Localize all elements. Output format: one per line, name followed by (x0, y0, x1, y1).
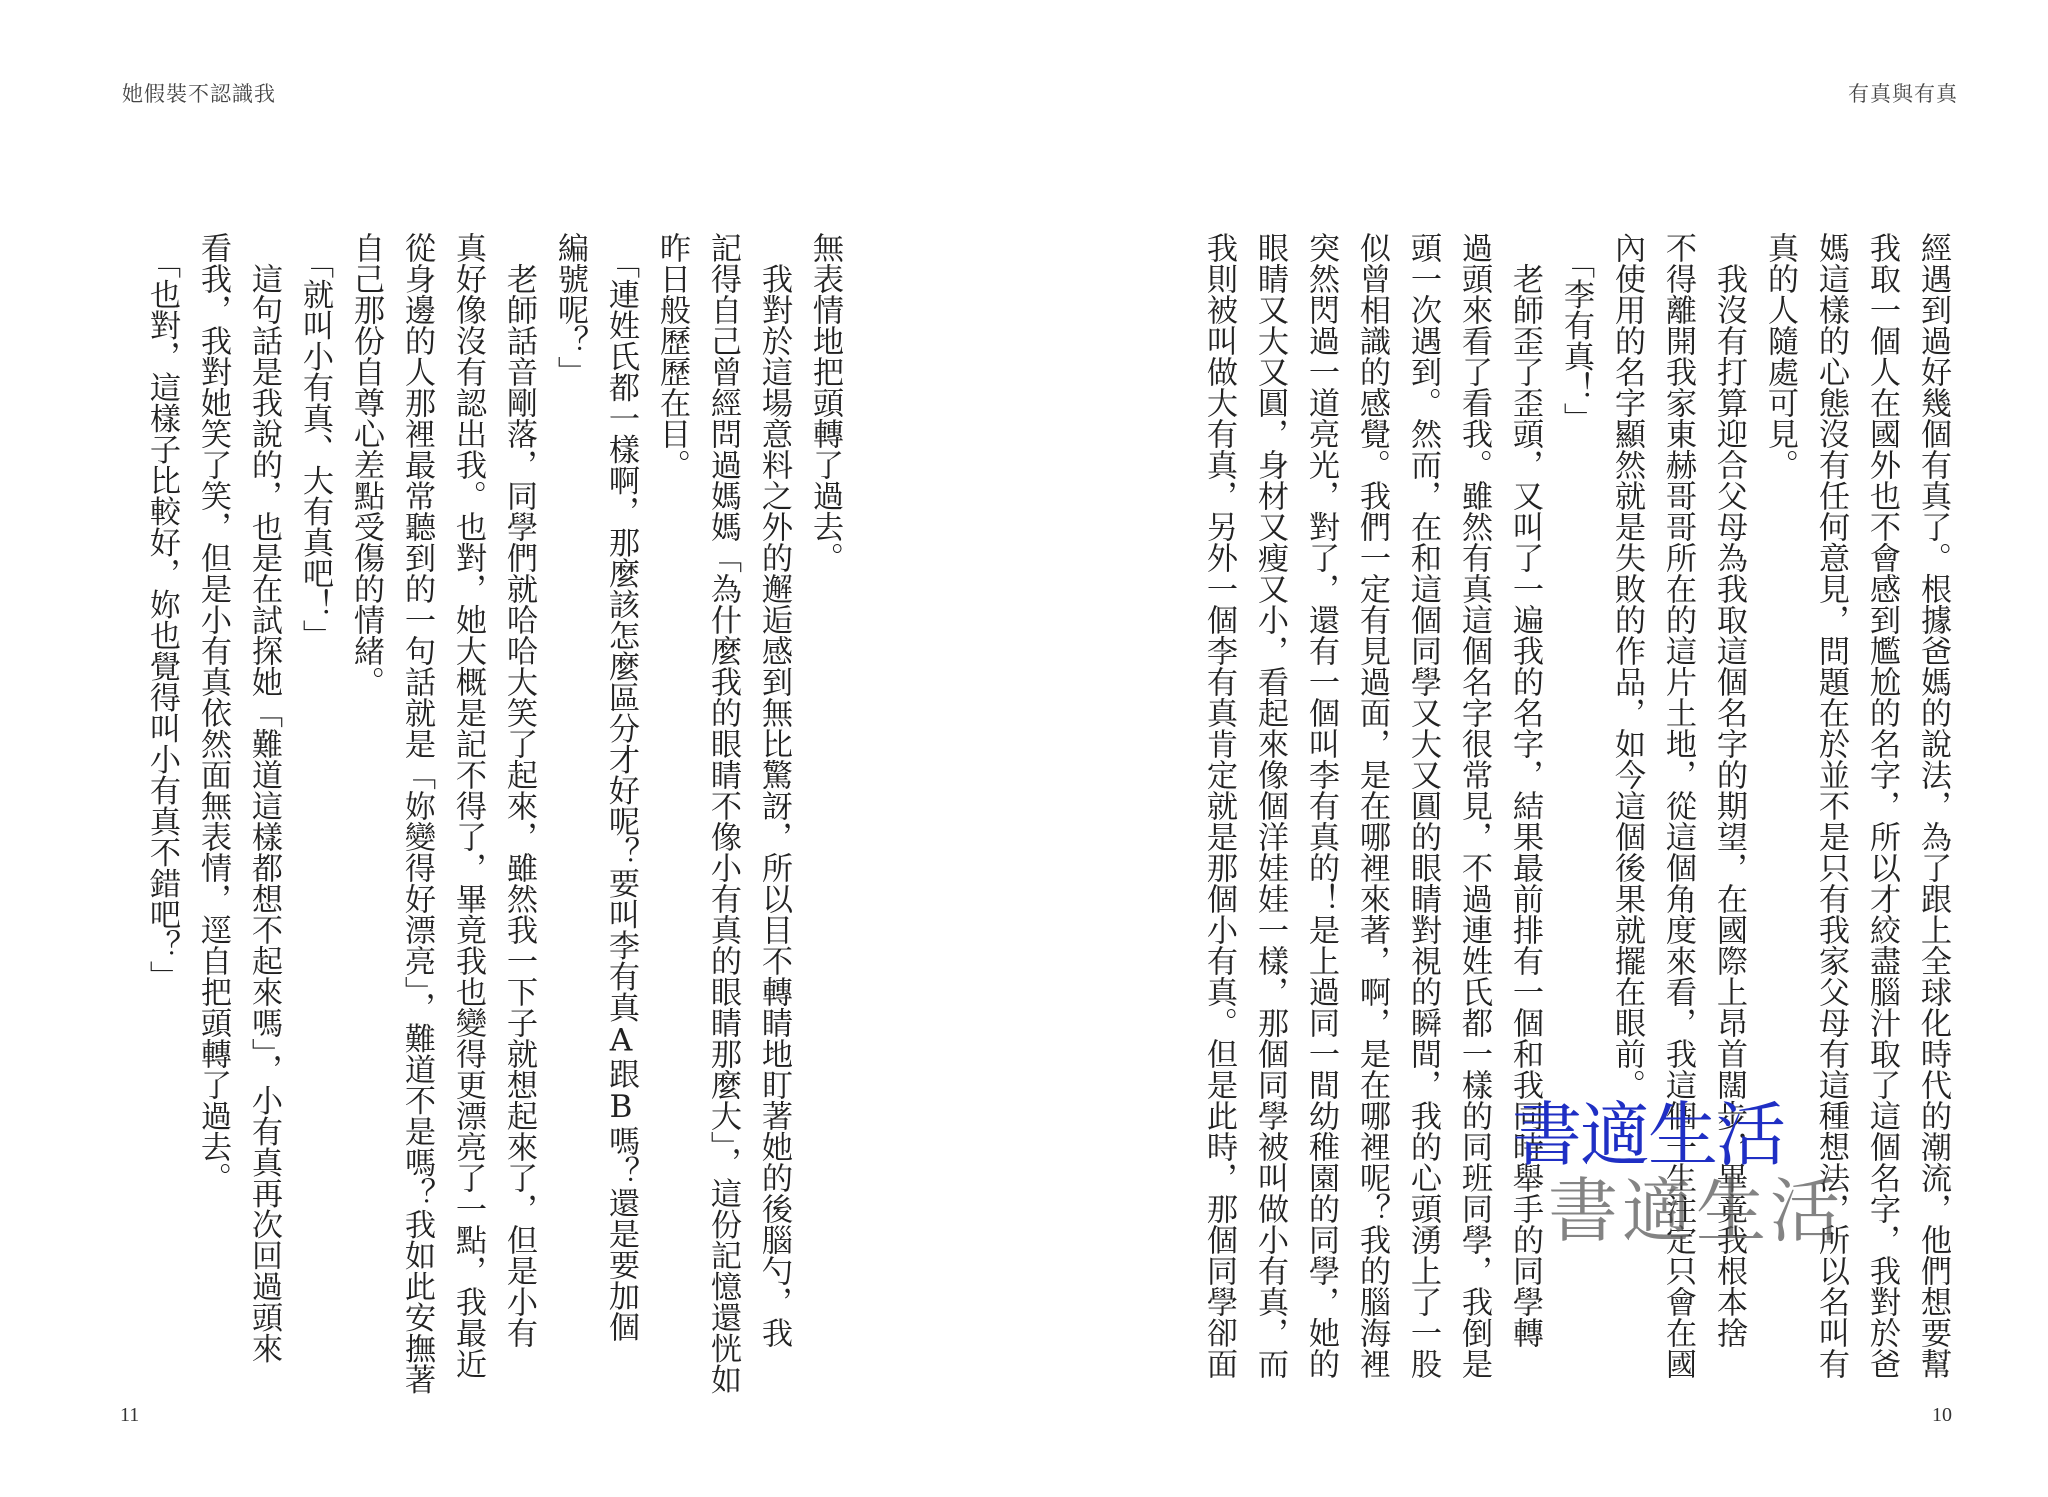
text-column: 老師話音剛落，同學們就哈哈大笑了起來，雖然我一下子就想起來了，但是小有 (501, 232, 537, 1348)
text-column: 自己那份自尊心差點受傷的情緒。 (348, 232, 384, 697)
text-column: 眼睛又大又圓，身材又瘦又小，看起來像個洋娃娃一樣，那個同學被叫做小有真，而 (1252, 232, 1288, 1379)
watermark-blue: 書適生活 (1512, 1094, 1784, 1176)
text-column: 頭一次遇到。然而，在和這個同學又大又圓的眼睛對視的瞬間，我的心頭湧上了一股 (1405, 232, 1441, 1379)
text-column: 老師歪了歪頭，又叫了一遍我的名字，結果最前排有一個和我同時舉手的同學轉 (1507, 232, 1543, 1348)
text-column: 似曾相識的感覺。我們一定有見過面，是在哪裡來著，啊，是在哪裡呢？我的腦海裡 (1354, 232, 1390, 1379)
text-column: 我對於這場意料之外的邂逅感到無比驚訝，所以目不轉睛地盯著她的後腦勺，我 (756, 232, 792, 1348)
text-column: 經遇到過好幾個有真了。根據爸媽的說法，為了跟上全球化時代的潮流，他們想要幫 (1915, 232, 1951, 1379)
text-column: 「就叫小有真、大有真吧！」 (297, 232, 333, 651)
text-column: 編號呢？」 (552, 232, 588, 387)
text-column: 我取一個人在國外也不會感到尷尬的名字，所以才絞盡腦汁取了這個名字，我對於爸 (1864, 232, 1900, 1379)
running-head-left: 她假裝不認識我 (122, 82, 276, 106)
text-column: 真好像沒有認出我。也對，她大概是記不得了，畢竟我也變得更漂亮了一點，我最近 (450, 232, 486, 1379)
text-column: 過頭來看了看我。雖然有真這個名字很常見，不過連姓氏都一樣的同班同學，我倒是 (1456, 232, 1492, 1379)
watermark-gray: 書適生活 (1548, 1170, 1844, 1252)
text-column: 不得離開我家東赫哥哥所在的這片土地，從這個角度來看，我這個一生注定只會在國 (1660, 232, 1696, 1379)
page-number-right: 10 (1932, 1404, 1952, 1426)
text-column: 真的人隨處可見。 (1762, 232, 1798, 480)
text-column: 「李有真！」 (1558, 232, 1594, 434)
text-column: 無表情地把頭轉了過去。 (807, 232, 843, 573)
running-head-right: 有真與有真 (1848, 82, 1958, 106)
text-column: 媽這樣的心態沒有任何意見，問題在於並不是只有我家父母有這種想法，所以名叫有 (1813, 232, 1849, 1379)
text-column: 內使用的名字顯然就是失敗的作品，如今這個後果就擺在眼前。 (1609, 232, 1645, 1100)
text-column: 這句話是我說的，也是在試探她「難道這樣都想不起來嗎」，小有真再次回過頭來 (246, 232, 282, 1364)
text-column: 看我，我對她笑了笑，但是小有真依然面無表情，逕自把頭轉了過去。 (195, 232, 231, 1193)
text-column: 突然閃過一道亮光，對了，還有一個叫李有真的！是上過同一間幼稚園的同學，她的 (1303, 232, 1339, 1379)
text-column: 「也對，這樣子比較好，妳也覺得叫小有真不錯吧？」 (144, 232, 180, 992)
text-column: 從身邊的人那裡最常聽到的一句話就是「妳變得好漂亮」，難道不是嗎？我如此安撫著 (399, 232, 435, 1395)
text-column: 「連姓氏都一樣啊，那麼該怎麼區分才好呢？要叫李有真A跟B嗎？還是要加個 (603, 232, 639, 1342)
text-column: 記得自己曾經問過媽媽「為什麼我的眼睛不像小有真的眼睛那麼大」，這份記憶還恍如 (705, 232, 741, 1395)
text-column: 我則被叫做大有真，另外一個李有真肯定就是那個小有真。但是此時，那個同學卻面 (1201, 232, 1237, 1379)
text-column: 我沒有打算迎合父母為我取這個名字的期望，在國際上昂首闊步，畢竟我根本捨 (1711, 232, 1747, 1348)
text-column: 昨日般歷歷在目。 (654, 232, 690, 480)
page-number-left: 11 (120, 1404, 140, 1426)
page-left-text (144, 232, 844, 1395)
